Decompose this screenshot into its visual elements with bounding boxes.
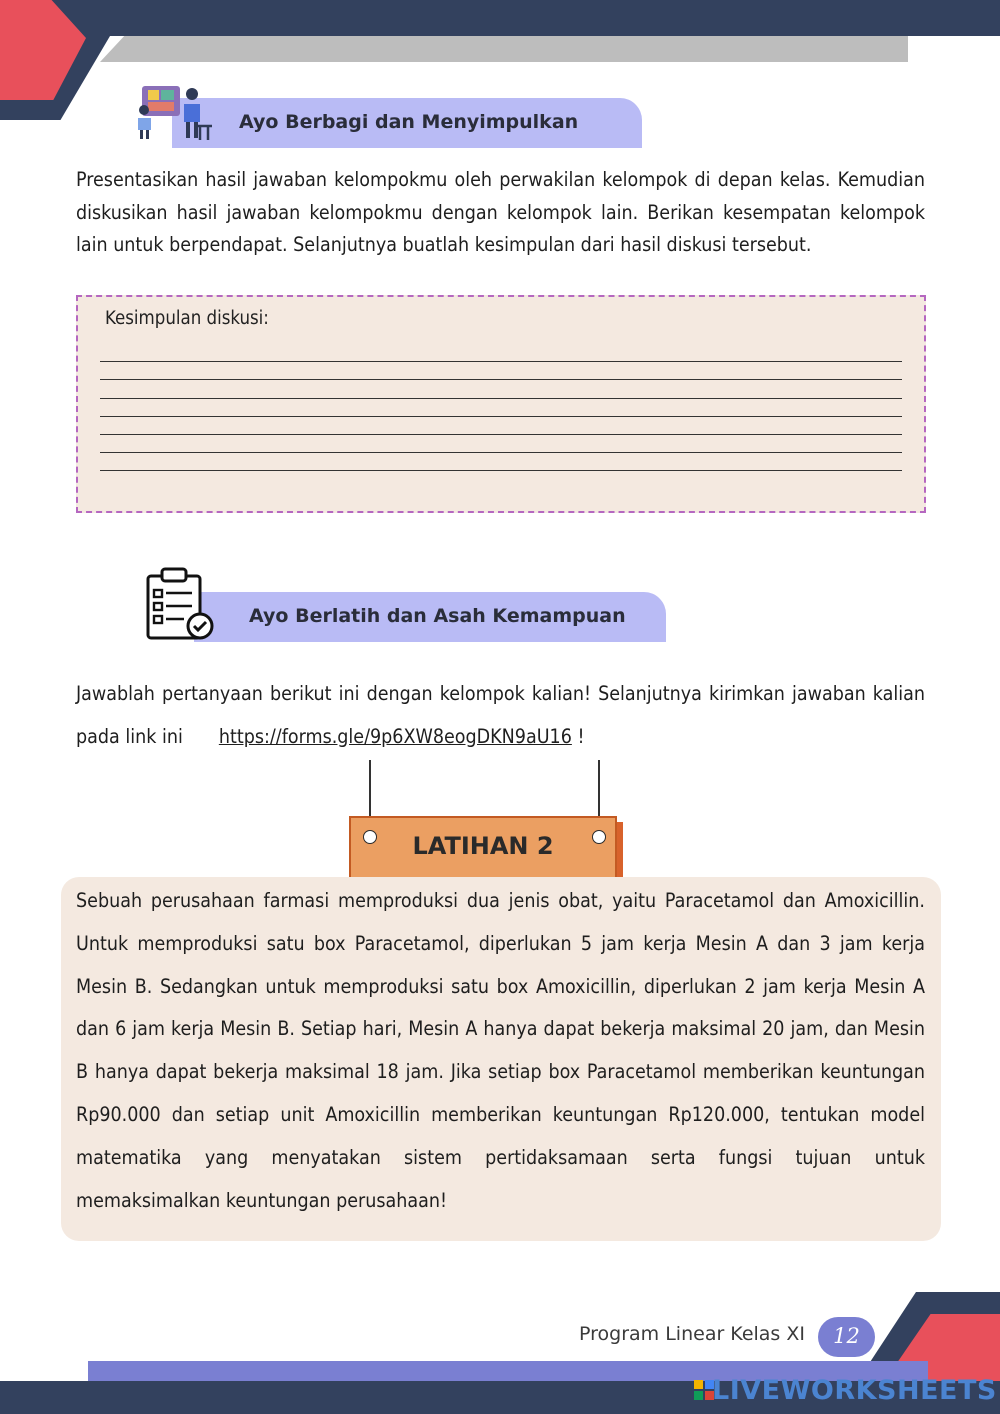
answer-line[interactable]: [100, 470, 902, 471]
group-discussion-icon: [134, 80, 214, 142]
link-line: [76, 716, 925, 759]
answer-line[interactable]: [100, 379, 902, 380]
section1-title: Ayo Berbagi dan Menyimpulkan: [239, 111, 579, 133]
section2-title: Ayo Berlatih dan Asah Kemampuan: [249, 605, 626, 627]
exercise-title: LATIHAN 2: [412, 832, 554, 860]
liveworksheets-watermark[interactable]: LIVEWORKSHEETS: [712, 1375, 997, 1406]
conclusion-label: Kesimpulan diskusi:: [105, 308, 269, 329]
answer-line[interactable]: [100, 452, 902, 453]
google-form-link[interactable]: https://forms.gle/9p6XW8eogDKN9aU16: [218, 724, 572, 748]
top-banner-bar: [0, 0, 1000, 36]
exercise-text: Sebuah perusahaan farmasi memproduksi dua jenis obat, yaitu Paracetamol dan Amoxicillin. Untuk memproduksi satu box Paracetamol, diperlukan 5 jam kerja Mesin A dan 3 jam kerja Mesin B. Sedangkan untuk memproduksi satu box Amoxicillin, diperlukan 2 jam kerja Mesin A dan 6 jam kerja Mesin B. Setiap hari, Mesin A hanya dapat bekerja maksimal 20 jam, dan Mesin B hanya dapat bekerja maksimal 18 jam. Jika setiap box Paracetamol memberikan keuntungan Rp90.000 dan setiap unit Amoxicillin memberikan keuntungan Rp120.000, tentukan model matematika yang menyatakan sistem pertidaksamaan serta fungsi tujuan untuk memaksimalkan keuntungan perusahaan!: [76, 889, 925, 1212]
section1-paragraph: Presentasikan hasil jawaban kelompokmu oleh perwakilan kelompok di depan kelas. Kemudian diskusikan hasil jawaban kelompokmu dengan kelompok lain. Berikan kesempatan kelompok lain untuk berpendapat. Selanjutnya buatlah kesimpulan dari hasil diskusi tersebut.: [76, 168, 925, 256]
clipboard-checklist-icon: [144, 566, 216, 642]
answer-line[interactable]: [100, 416, 902, 417]
section2-paragraph: [76, 673, 925, 758]
answer-line[interactable]: [100, 361, 902, 362]
top-gray-strip: [100, 36, 908, 62]
answer-line[interactable]: [100, 434, 902, 435]
answer-line[interactable]: [100, 398, 902, 399]
liveworksheets-logo-icon: [694, 1380, 714, 1400]
link-prefix: pada link ini: [76, 724, 183, 748]
page-number: 12: [818, 1317, 875, 1357]
section2-instruction: Jawablah pertanyaan berikut ini dengan kelompok kalian! Selanjutnya kirimkan jawaban kalian: [76, 682, 925, 705]
book-title: Program Linear Kelas XI: [579, 1323, 805, 1345]
link-suffix: !: [577, 724, 585, 748]
sign-shadow: [616, 822, 623, 878]
